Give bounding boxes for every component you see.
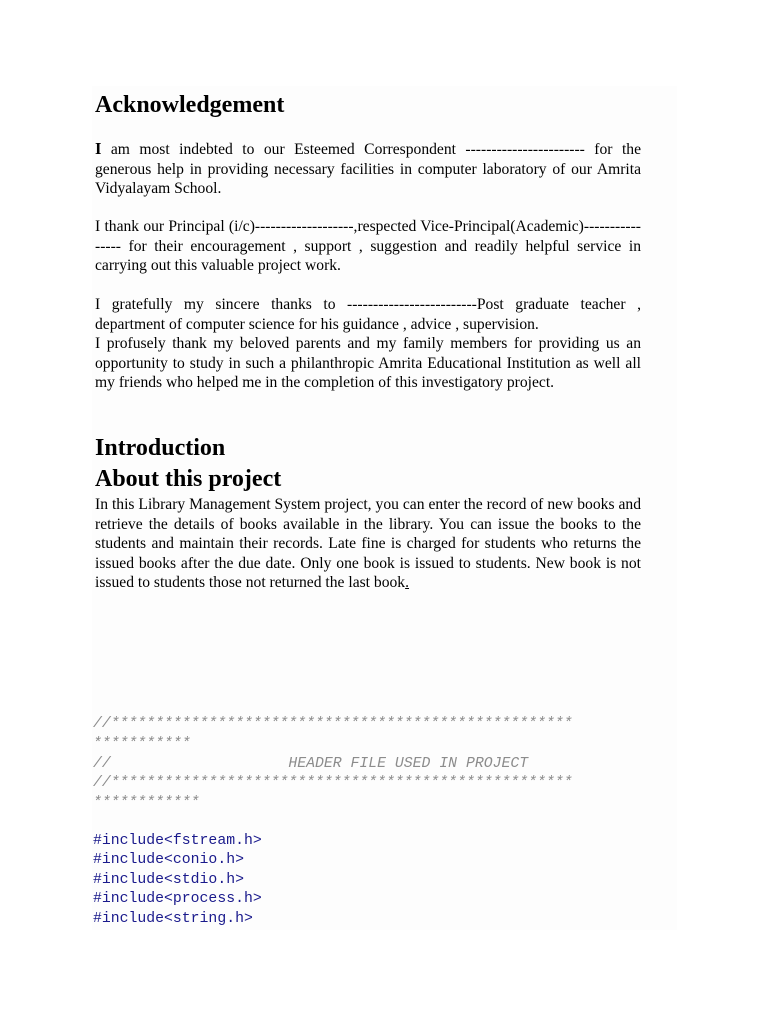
code-include-line: #include<fstream.h> [93, 833, 262, 849]
about-project-heading: About this project [95, 466, 282, 492]
introduction-paragraph [95, 495, 641, 593]
code-comment-line: *********** [93, 736, 191, 752]
code-include-line: #include<conio.h> [93, 852, 244, 868]
introduction-paragraph-text: In this Library Management System project, you can enter the record of new books and retrieve the details of books available in the library. You can issue the books to the students and maintain their records. Late fine is charged for students who returns the issued books after the due date. Only one book is issued to students. New book is not issued to students those not returned the last book [95, 496, 641, 591]
code-comment-line: ************ [93, 795, 200, 811]
code-comment-header-line: // HEADER FILE USED IN PROJECT [93, 756, 529, 772]
code-comment-line: //**************************************************** [93, 775, 573, 791]
code-comment-line: //**************************************************** [93, 716, 573, 732]
acknowledgement-paragraph-4: I profusely thank my beloved parents and my family members for providing us an opportunity to study in such a philanthropic Amrita Educational Institution as well all my friends who helped me in the completion of this investigatory project. [95, 335, 641, 391]
acknowledgement-paragraph-1 [95, 139, 641, 199]
code-include-line: #include<string.h> [93, 911, 253, 927]
introduction-heading: Introduction [95, 435, 226, 461]
acknowledgement-paragraph-3: I gratefully my sincere thanks to -------------------------Post graduate teacher , department of computer science for his guidance , advice , supervision. [95, 296, 641, 333]
acknowledgement-paragraph-1-text: am most indebted to our Esteemed Correspondent ----------------------- for the generous help in providing necessary facilities in computer laboratory of our Amrita Vidyalayam School. [95, 141, 641, 197]
drop-letter: I [95, 139, 102, 158]
acknowledgement-paragraph-2: I thank our Principal (i/c)-------------------,respected Vice-Principal(Academic)---------------- for their encouragement , support , suggestion and readily helpful service in carrying out this valuable project work. [95, 218, 641, 274]
introduction-paragraph-end: . [405, 574, 410, 591]
acknowledgement-heading: Acknowledgement [95, 92, 285, 118]
code-include-line: #include<stdio.h> [93, 872, 244, 888]
code-include-line: #include<process.h> [93, 891, 262, 907]
